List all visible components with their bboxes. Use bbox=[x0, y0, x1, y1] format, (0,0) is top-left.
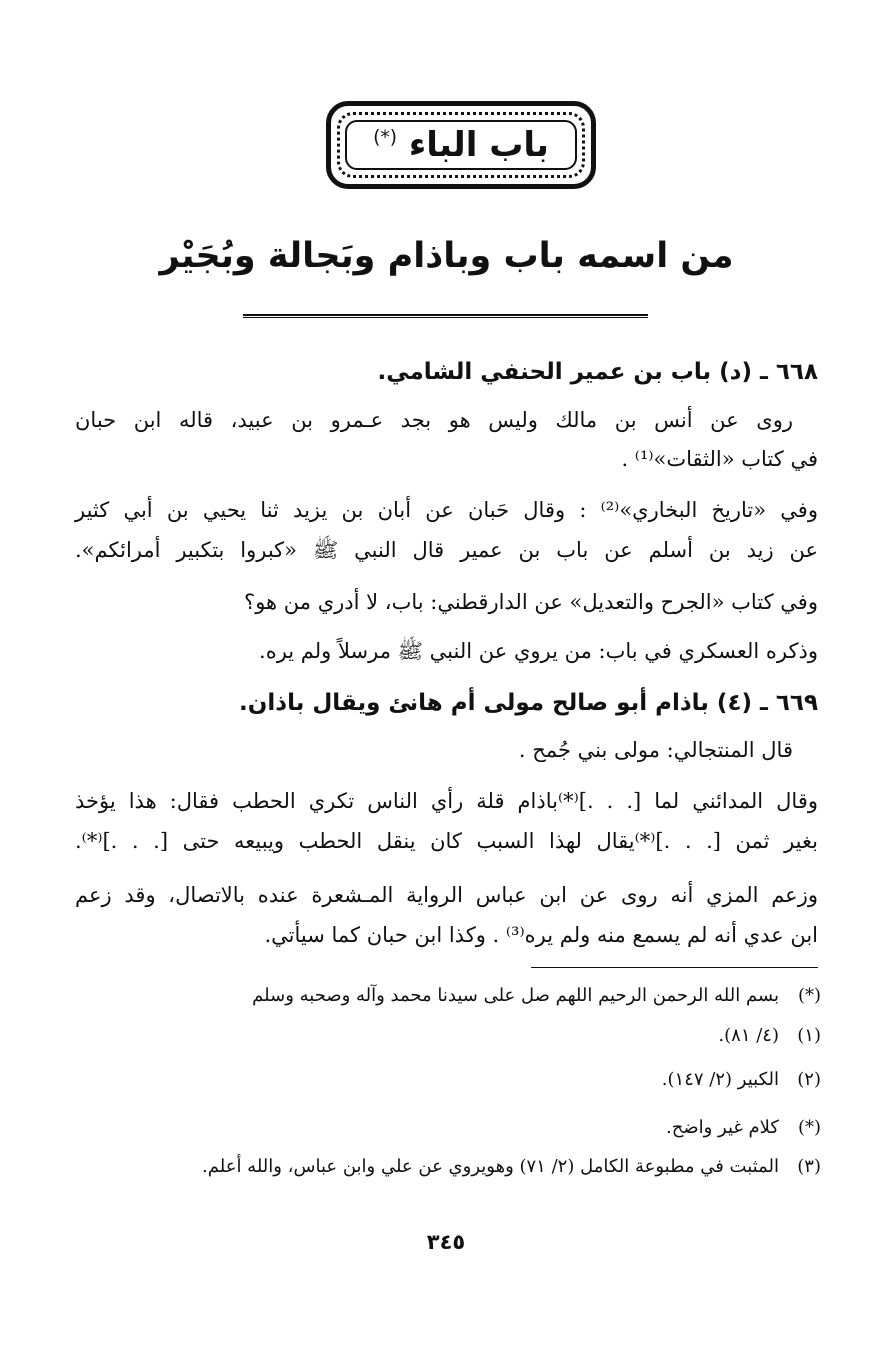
chapter-title-text: باب الباء bbox=[408, 125, 549, 165]
body-line: ابن عدي أنه لم يسمع منه ولم يره⁽³⁾ . وكذا ابن حبان كما سيأتي. bbox=[264, 923, 818, 947]
footnote bbox=[718, 1022, 821, 1050]
entry-heading-669: ٦٦٩ ـ (٤) باذام أبو صالح مولى أم هانئ ويقال باذان. bbox=[239, 690, 818, 716]
body-line: في كتاب «الثقات»⁽¹⁾ . bbox=[621, 447, 818, 471]
section-title-rule bbox=[243, 314, 648, 318]
footnote-mark: (٣) bbox=[797, 1156, 821, 1177]
entry-heading-668: ٦٦٨ ـ (د) باب بن عمير الحنفي الشامي. bbox=[377, 359, 818, 385]
chapter-frame-inner bbox=[345, 120, 577, 170]
footnote bbox=[202, 1153, 821, 1181]
chapter-title bbox=[373, 125, 549, 165]
footnote-text: كلام غير واضح. bbox=[666, 1117, 779, 1138]
chapter-title-marker: (*) bbox=[373, 127, 398, 149]
body-line: عن زيد بن أسلم عن باب بن عمير قال النبي ﷺ «كبروا بتكبير أمرائكم». bbox=[75, 538, 818, 562]
body-line: روى عن أنس بن مالك وليس هو بجد عـمرو بن عبيد، قاله ابن حبان bbox=[75, 408, 793, 432]
body-line: وفي «تاريخ البخاري»⁽²⁾ : وقال حَبان عن أبان بن يزيد ثنا يحيي بن أبي كثير bbox=[75, 498, 818, 522]
section-title: من اسمه باب وباذام وبَجالة وبُجَيْر bbox=[159, 236, 734, 276]
footnote-text: الكبير (٢/ ١٤٧). bbox=[661, 1069, 779, 1090]
footnote bbox=[252, 982, 821, 1010]
footnote-mark: (١) bbox=[797, 1025, 821, 1046]
footnote-mark: (*) bbox=[797, 985, 821, 1006]
page-number: ٣٤٥ bbox=[426, 1230, 466, 1254]
footnote bbox=[662, 1066, 821, 1094]
footnote-mark: (*) bbox=[797, 1117, 821, 1138]
footnote bbox=[666, 1114, 821, 1142]
chapter-frame-dotted-border bbox=[337, 112, 585, 178]
body-line: وذكره العسكري في باب: من يروي عن النبي ﷺ مرسلاً ولم يره. bbox=[259, 639, 818, 663]
footnote-text: المثبت في مطبوعة الكامل (٢/ ٧١) وهويروي عن علي وابن عباس، والله أعلم. bbox=[202, 1156, 779, 1177]
footnote-mark: (٢) bbox=[797, 1069, 821, 1090]
body-line: بغير ثمن [. . .]⁽*⁾يقال لهذا السبب كان ينقل الحطب ويبيعه حتى [. . .]⁽*⁾. bbox=[75, 829, 818, 853]
body-line: وقال المدائني لما [. . .]⁽*⁾باذام قلة رأي الناس تكري الحطب فقال: هذا يؤخذ bbox=[75, 789, 818, 813]
body-line: قال المنتجالي: مولى بني جُمح . bbox=[518, 738, 793, 762]
footnote-text: بسم الله الرحمن الرحيم اللهم صل على سيدنا محمد وآله وصحبه وسلم bbox=[252, 985, 779, 1006]
chapter-frame bbox=[326, 101, 596, 189]
body-line: وفي كتاب «الجرح والتعديل» عن الدارقطني: باب، لا أدري من هو؟ bbox=[244, 590, 818, 614]
body-line: وزعم المزي أنه روى عن ابن عباس الرواية المـشعرة عنده بالاتصال، وقد زعم bbox=[75, 883, 818, 907]
footnote-text: (٤/ ٨١). bbox=[718, 1025, 779, 1046]
footnote-separator bbox=[531, 967, 818, 968]
